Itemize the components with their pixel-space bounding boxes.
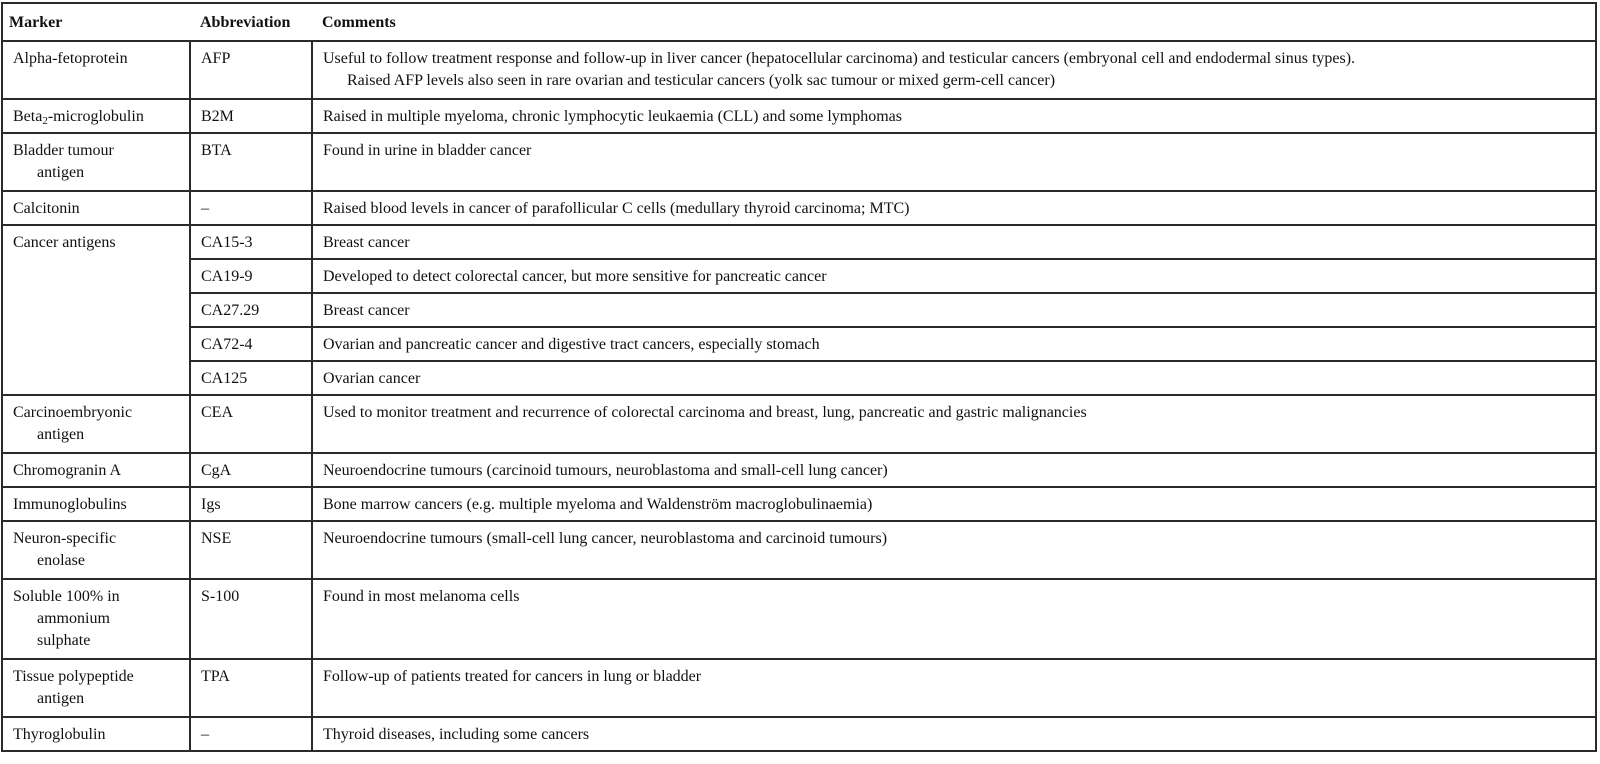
table-row bbox=[2, 487, 1596, 521]
abbreviation-cell: CA72-4 bbox=[190, 327, 312, 361]
marker-name-line: Bladder tumour bbox=[13, 142, 114, 159]
marker-cell: Chromogranin A bbox=[2, 453, 190, 487]
marker-name-line: Carcinoembryonic bbox=[13, 404, 133, 421]
table-sub-row bbox=[2, 259, 1596, 293]
marker-name-line: antigen bbox=[37, 164, 85, 181]
marker-name-line: Tissue polypeptide bbox=[13, 668, 134, 685]
abbreviation-cell: – bbox=[190, 191, 312, 225]
marker-cell: Calcitonin bbox=[2, 191, 190, 225]
marker-name-line: enolase bbox=[37, 552, 85, 569]
comment-cell: Bone marrow cancers (e.g. multiple myeloma and Waldenström macroglobulinaemia) bbox=[312, 487, 1596, 521]
table-row bbox=[2, 191, 1596, 225]
marker-cell bbox=[2, 133, 190, 191]
comment-cell: Breast cancer bbox=[312, 293, 1596, 327]
table-row bbox=[2, 41, 1596, 99]
marker-name-line: Soluble 100% in bbox=[13, 588, 120, 605]
abbreviation-cell: CA125 bbox=[190, 361, 312, 395]
abbreviation-cell: CA19-9 bbox=[190, 259, 312, 293]
table-row bbox=[2, 659, 1596, 717]
comment-cell: Neuroendocrine tumours (small-cell lung cancer, neuroblastoma and carcinoid tumours) bbox=[312, 521, 1596, 579]
table-row bbox=[2, 225, 1596, 259]
table-row bbox=[2, 395, 1596, 453]
comment-cell: Found in urine in bladder cancer bbox=[312, 133, 1596, 191]
comment-cell: Found in most melanoma cells bbox=[312, 579, 1596, 659]
header-marker: Marker bbox=[2, 3, 190, 41]
comment-cell: Raised in multiple myeloma, chronic lymphocytic leukaemia (CLL) and some lymphomas bbox=[312, 99, 1596, 133]
comment-cell: Used to monitor treatment and recurrence of colorectal carcinoma and breast, lung, pancreatic and gastric malignancies bbox=[312, 395, 1596, 453]
table-row bbox=[2, 717, 1596, 751]
marker-cell bbox=[2, 99, 190, 133]
marker-name-line: antigen bbox=[37, 426, 85, 443]
comment-cell: Ovarian and pancreatic cancer and digestive tract cancers, especially stomach bbox=[312, 327, 1596, 361]
marker-cell bbox=[2, 521, 190, 579]
table-row bbox=[2, 99, 1596, 133]
comment-line: Useful to follow treatment response and follow-up in liver cancer (hepatocellular carcinoma) and testicular cancers (embryonal cell and endodermal sinus types). bbox=[323, 50, 1356, 67]
comment-cell: Follow-up of patients treated for cancers in lung or bladder bbox=[312, 659, 1596, 717]
comment-cell: Neuroendocrine tumours (carcinoid tumours, neuroblastoma and small-cell lung cancer) bbox=[312, 453, 1596, 487]
marker-name-line: Neuron-specific bbox=[13, 530, 117, 547]
marker-name-line: sulphate bbox=[37, 632, 91, 649]
table-sub-row bbox=[2, 293, 1596, 327]
table-sub-row bbox=[2, 361, 1596, 395]
header-row bbox=[2, 3, 1596, 41]
marker-name-part: Beta bbox=[13, 108, 43, 125]
marker-cell bbox=[2, 659, 190, 717]
marker-cell: Immunoglobulins bbox=[2, 487, 190, 521]
marker-cell bbox=[2, 579, 190, 659]
marker-cell bbox=[2, 41, 190, 99]
abbreviation-cell: Igs bbox=[190, 487, 312, 521]
comment-cell: Developed to detect colorectal cancer, but more sensitive for pancreatic cancer bbox=[312, 259, 1596, 293]
abbreviation-cell: CA27.29 bbox=[190, 293, 312, 327]
marker-name-line: ammonium bbox=[37, 610, 110, 627]
marker-subscript: 2 bbox=[42, 115, 48, 127]
abbreviation-cell: AFP bbox=[190, 41, 312, 99]
marker-name: Alpha-fetoprotein bbox=[13, 50, 128, 67]
comment-cell: Thyroid diseases, including some cancers bbox=[312, 717, 1596, 751]
table-sub-row bbox=[2, 327, 1596, 361]
marker-cell: Cancer antigens bbox=[2, 225, 190, 395]
table-row bbox=[2, 453, 1596, 487]
marker-name bbox=[13, 108, 144, 125]
abbreviation-cell: B2M bbox=[190, 99, 312, 133]
comment-cell bbox=[312, 41, 1596, 99]
marker-name-part: -microglobulin bbox=[47, 108, 144, 125]
abbreviation-cell: TPA bbox=[190, 659, 312, 717]
marker-name-line: antigen bbox=[37, 690, 85, 707]
comment-line: Raised AFP levels also seen in rare ovarian and testicular cancers (yolk sac tumour or mixed germ-cell cancer) bbox=[347, 72, 1056, 89]
marker-cell: Thyroglobulin bbox=[2, 717, 190, 751]
comment-cell: Breast cancer bbox=[312, 225, 1596, 259]
comment-cell: Raised blood levels in cancer of parafollicular C cells (medullary thyroid carcinoma; MTC) bbox=[312, 191, 1596, 225]
header-comments: Comments bbox=[312, 3, 1596, 41]
abbreviation-cell: CgA bbox=[190, 453, 312, 487]
table-row bbox=[2, 521, 1596, 579]
header-abbreviation: Abbreviation bbox=[190, 3, 312, 41]
table-row bbox=[2, 133, 1596, 191]
abbreviation-cell: CA15-3 bbox=[190, 225, 312, 259]
marker-cell bbox=[2, 395, 190, 453]
tumour-markers-table bbox=[1, 2, 1597, 752]
abbreviation-cell: S-100 bbox=[190, 579, 312, 659]
abbreviation-cell: BTA bbox=[190, 133, 312, 191]
abbreviation-cell: CEA bbox=[190, 395, 312, 453]
table-row bbox=[2, 579, 1596, 659]
comment-cell: Ovarian cancer bbox=[312, 361, 1596, 395]
abbreviation-cell: NSE bbox=[190, 521, 312, 579]
abbreviation-cell: – bbox=[190, 717, 312, 751]
